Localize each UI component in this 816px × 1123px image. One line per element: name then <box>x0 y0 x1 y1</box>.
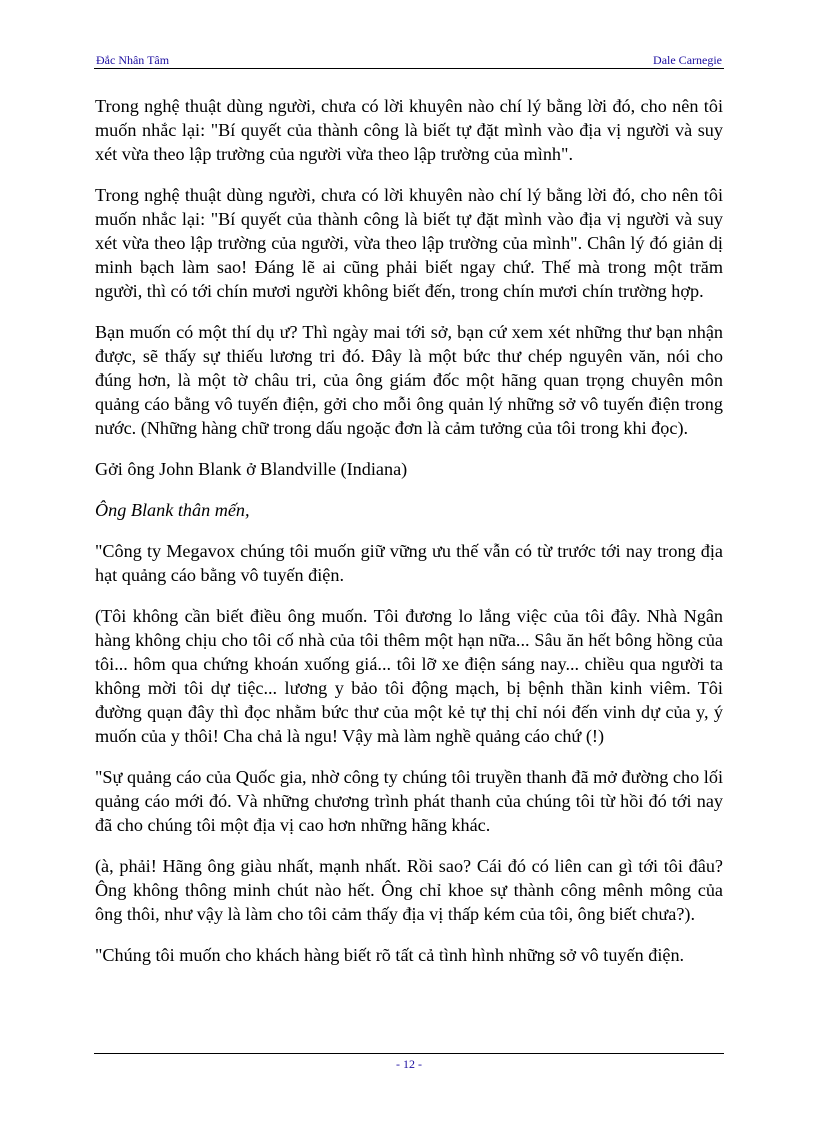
header-author: Dale Carnegie <box>653 53 722 67</box>
footer-divider <box>94 1053 724 1054</box>
paragraph: (à, phải! Hãng ông giàu nhất, mạnh nhất. Rồi sao? Cái đó có liên can gì tới tôi đâu? Ông không thông minh chút nào hết. Ông chỉ khoe sự thành công mênh mông của ông thôi, như vậy là làm cho tôi cảm thấy địa vị thấp kém của tôi, ông biết chưa?). <box>95 856 723 924</box>
paragraph: "Chúng tôi muốn cho khách hàng biết rõ tất cả tình hình những sở vô tuyến điện. <box>95 945 685 965</box>
paragraph: Trong nghệ thuật dùng người, chưa có lời khuyên nào chí lý bằng lời đó, cho nên tôi muốn nhắc lại: "Bí quyết của thành công là biết tự đặt mình vào địa vị người và suy xét vừa theo lập trường của người vừa theo lập trường của mình". <box>95 96 723 164</box>
page-header <box>94 50 724 68</box>
letter-salutation: Ông Blank thân mến, <box>95 500 250 520</box>
paragraph: "Sự quảng cáo của Quốc gia, nhờ công ty chúng tôi truyền thanh đã mở đường cho lối quảng cáo mới đó. Và những chương trình phát thanh của chúng tôi từ hồi đó tới nay đã cho chúng tôi một địa vị cao hơn những hãng khác. <box>95 767 723 835</box>
paragraph: Trong nghệ thuật dùng người, chưa có lời khuyên nào chí lý bằng lời đó, cho nên tôi muốn nhắc lại: "Bí quyết của thành công là biết tự đặt mình vào địa vị người và suy xét vừa theo lập trường của người, vừa theo lập trường của mình". Chân lý đó giản dị minh bạch làm sao! Đáng lẽ ai cũng phải biết ngay chứ. Thế mà trong một trăm người, thì có tới chín mươi người không biết đến, trong chín mươi chín trường hợp. <box>95 185 723 301</box>
paragraph: (Tôi không cần biết điều ông muốn. Tôi đương lo lắng việc của tôi đây. Nhà Ngân hàng không chịu cho tôi cố nhà của tôi thêm một hạn nữa... Sâu ăn hết bông hồng của tôi... hôm qua chứng khoán xuống giá... tôi lỡ xe điện sáng nay... chiều qua người ta không mời tôi dự tiệc... lương y bảo tôi động mạch, bị bệnh thần kinh viêm. Tôi đường quạn đây thì đọc nhằm bức thư của một kẻ tự thị chỉ nói đến vinh dự của y, ý muốn của y thôi! Cha chả là ngu! Vậy mà làm nghề quảng cáo chứ (!) <box>95 606 723 746</box>
letter-address: Gởi ông John Blank ở Blandville (Indiana) <box>95 459 408 479</box>
header-book-title: Đắc Nhân Tâm <box>96 53 170 67</box>
paragraph: Bạn muốn có một thí dụ ư? Thì ngày mai tới sở, bạn cứ xem xét những thư bạn nhận được, sẽ thấy sự thiếu lương tri đó. Đây là một bức thư chép nguyên văn, nói cho đúng hơn, là một tờ châu tri, của ông giám đốc một hãng quan trọng chuyên môn quảng cáo bằng vô tuyến điện, gởi cho mỗi ông quản lý những sở vô tuyến điện trong nước. (Những hàng chữ trong dấu ngoặc đơn là cảm tưởng của tôi trong khi đọc). <box>95 322 723 438</box>
page-number: - 12 - <box>396 1057 422 1071</box>
header-divider <box>94 68 724 69</box>
paragraph: "Công ty Megavox chúng tôi muốn giữ vững ưu thế vẫn có từ trước tới nay trong địa hạt quảng cáo bằng vô tuyến điện. <box>95 541 723 585</box>
body-text <box>95 94 723 984</box>
